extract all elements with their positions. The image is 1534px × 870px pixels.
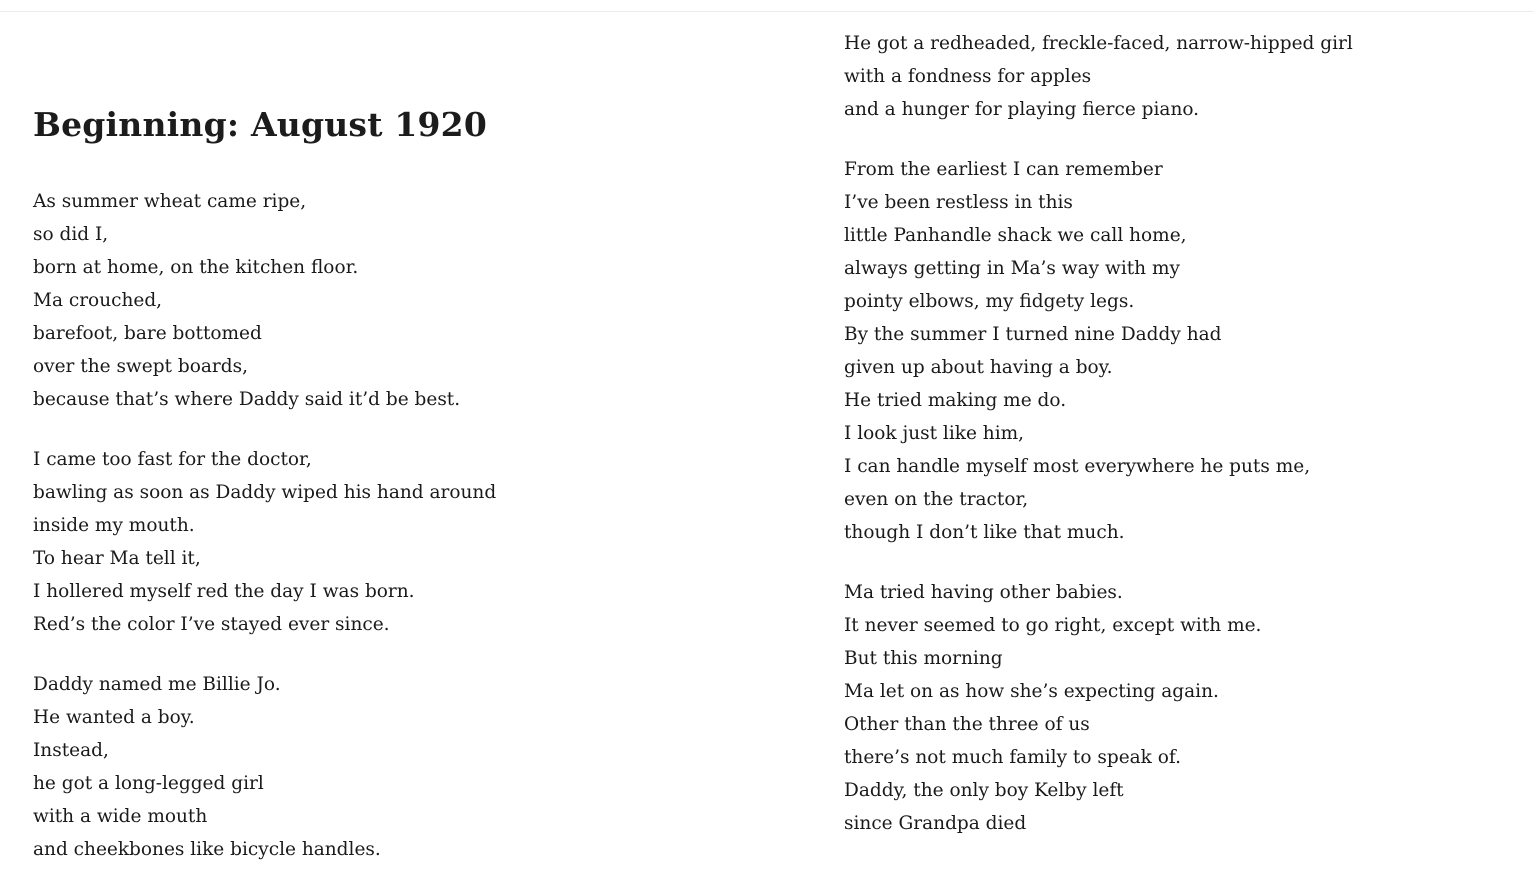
poem-line: little Panhandle shack we call home, bbox=[844, 225, 1187, 246]
poem-line: Red’s the color I’ve stayed ever since. bbox=[33, 614, 390, 635]
poem-line: so did I, bbox=[33, 224, 109, 245]
poem-line: pointy elbows, my fidgety legs. bbox=[844, 291, 1135, 312]
stanza bbox=[33, 443, 496, 641]
poem-line: Ma let on as how she’s expecting again. bbox=[844, 681, 1219, 702]
poem-line: But this morning bbox=[844, 648, 1003, 669]
stanza bbox=[844, 153, 1310, 549]
poem-line: From the earliest I can remember bbox=[844, 159, 1163, 180]
poem-line: with a fondness for apples bbox=[844, 66, 1092, 87]
poem-line: over the swept boards, bbox=[33, 356, 248, 377]
poem-line: and cheekbones like bicycle handles. bbox=[33, 839, 381, 860]
poem-line: barefoot, bare bottomed bbox=[33, 323, 262, 344]
poem-line: with a wide mouth bbox=[33, 806, 208, 827]
poem-line: Daddy named me Billie Jo. bbox=[33, 674, 281, 695]
poem-line: inside my mouth. bbox=[33, 515, 195, 536]
poem-line: born at home, on the kitchen floor. bbox=[33, 257, 359, 278]
poem-line: He tried making me do. bbox=[844, 390, 1067, 411]
poem-line: Ma crouched, bbox=[33, 290, 163, 311]
poem-line: since Grandpa died bbox=[844, 813, 1027, 834]
poem-line: Instead, bbox=[33, 740, 109, 761]
poem-line: bawling as soon as Daddy wiped his hand around bbox=[33, 482, 497, 503]
poem-line: because that’s where Daddy said it’d be best. bbox=[33, 389, 461, 410]
chapter-title: Beginning: August 1920 bbox=[33, 105, 487, 144]
poem-line: he got a long-legged girl bbox=[33, 773, 264, 794]
poem-line: Other than the three of us bbox=[844, 714, 1090, 735]
poem-line: By the summer I turned nine Daddy had bbox=[844, 324, 1222, 345]
stanza bbox=[33, 185, 460, 416]
poem-line: I hollered myself red the day I was born. bbox=[33, 581, 415, 602]
poem-line: I’ve been restless in this bbox=[844, 192, 1073, 213]
poem-line: and a hunger for playing fierce piano. bbox=[844, 99, 1200, 120]
poem-line: I look just like him, bbox=[844, 423, 1025, 444]
stanza bbox=[33, 668, 381, 866]
poem-line: He got a redheaded, freckle-faced, narrow-hipped girl bbox=[844, 33, 1353, 54]
poem-line: It never seemed to go right, except with me. bbox=[844, 615, 1262, 636]
left-page bbox=[33, 0, 773, 870]
poem-line: He wanted a boy. bbox=[33, 707, 195, 728]
poem-line: Ma tried having other babies. bbox=[844, 582, 1123, 603]
poem-line: given up about having a boy. bbox=[844, 357, 1113, 378]
poem-line: even on the tractor, bbox=[844, 489, 1029, 510]
stanza bbox=[844, 27, 1353, 126]
poem-line: To hear Ma tell it, bbox=[33, 548, 201, 569]
poem-line: always getting in Ma’s way with my bbox=[844, 258, 1180, 279]
poem-line: I can handle myself most everywhere he puts me, bbox=[844, 456, 1311, 477]
right-page bbox=[844, 0, 1534, 870]
poem-line: Daddy, the only boy Kelby left bbox=[844, 780, 1124, 801]
poem-line: though I don’t like that much. bbox=[844, 522, 1125, 543]
poem-line: I came too fast for the doctor, bbox=[33, 449, 312, 470]
poem-line: As summer wheat came ripe, bbox=[33, 191, 307, 212]
poem-line: there’s not much family to speak of. bbox=[844, 747, 1181, 768]
stanza bbox=[844, 576, 1261, 840]
